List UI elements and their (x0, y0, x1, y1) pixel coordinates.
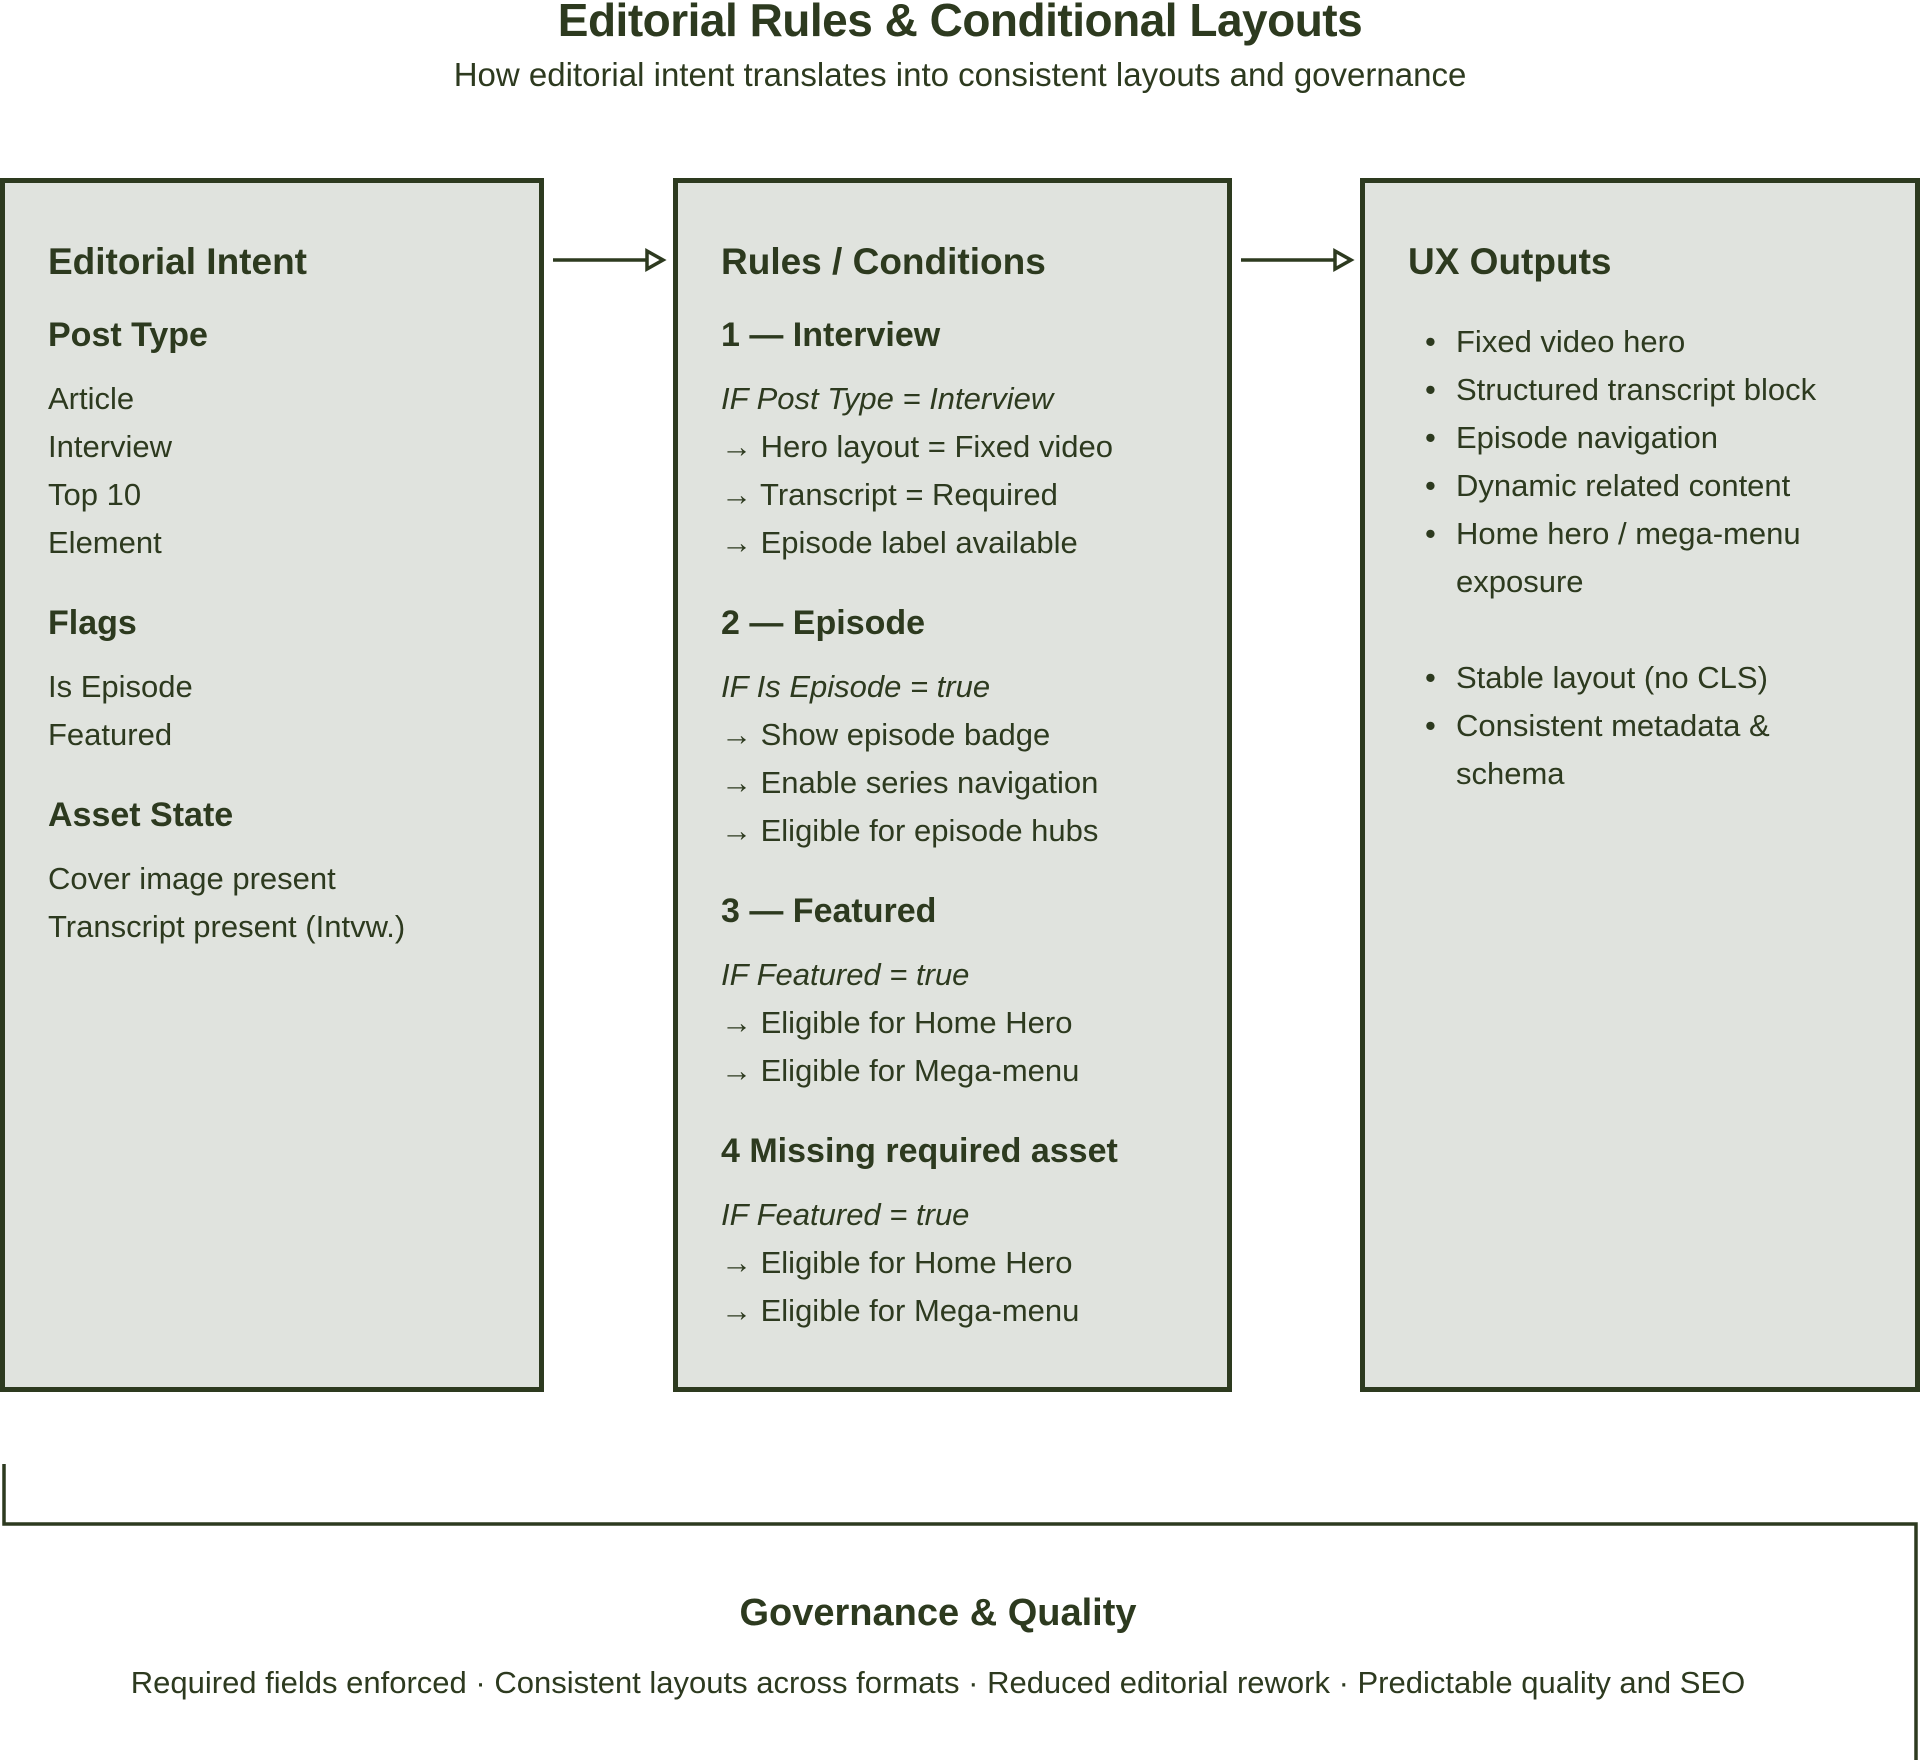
diagram-subtitle: How editorial intent translates into consistent layouts and governance (453, 56, 1467, 93)
ux-outputs-panel (1360, 178, 1920, 1392)
rule-outcome: → Eligible for Mega-menu (721, 1053, 1080, 1088)
ux-output-item: Structured transcript block (1456, 372, 1817, 407)
bullet-icon: • (1425, 324, 1436, 359)
governance-summary: Required fields enforced · Consistent layouts across formats · Reduced editorial rework · Predictable quality and SEO (130, 1665, 1746, 1700)
post-type-item: Interview (48, 429, 173, 464)
ux-output-item: Fixed video hero (1456, 324, 1686, 359)
rule-condition: IF Is Episode = true (721, 669, 991, 704)
rule-outcome: → Eligible for Mega-menu (721, 1293, 1080, 1328)
governance-heading: Governance & Quality (739, 1592, 1137, 1634)
rule-condition: IF Featured = true (721, 957, 970, 992)
editorial-intent-panel (0, 178, 544, 1392)
rule-outcome: → Show episode badge (721, 717, 1051, 752)
ux-output-item: Stable layout (no CLS) (1456, 660, 1768, 695)
bullet-icon: • (1425, 372, 1436, 407)
rule-outcome: → Episode label available (721, 525, 1078, 560)
editorial-intent-heading: Editorial Intent (48, 241, 307, 282)
rule-condition: IF Featured = true (721, 1197, 970, 1232)
post-type-item: Element (48, 525, 162, 560)
rule-outcome: → Transcript = Required (721, 477, 1058, 512)
rule-outcome: → Hero layout = Fixed video (721, 429, 1113, 464)
ux-output-item: Dynamic related content (1456, 468, 1791, 503)
ux-outputs-heading: UX Outputs (1408, 241, 1612, 282)
rules-conditions-panel (673, 178, 1232, 1392)
bullet-icon: • (1425, 708, 1436, 743)
post-type-item: Article (48, 381, 135, 416)
ux-output-item: Episode navigation (1456, 420, 1718, 455)
post-type-item: Top 10 (48, 477, 142, 512)
rule-heading: 4 Missing required asset (721, 1132, 1118, 1170)
post-type-heading: Post Type (48, 316, 208, 354)
rules-conditions-heading: Rules / Conditions (721, 241, 1046, 282)
flags-heading: Flags (48, 604, 137, 642)
asset-state-heading: Asset State (48, 796, 234, 834)
flow-arrow-icon (1239, 246, 1355, 274)
bullet-icon: • (1425, 420, 1436, 455)
rule-heading: 2 — Episode (721, 604, 926, 642)
rule-outcome: → Eligible for Home Hero (721, 1005, 1073, 1040)
rule-condition: IF Post Type = Interview (721, 381, 1054, 416)
diagram-title: Editorial Rules & Conditional Layouts (557, 0, 1363, 46)
flag-item: Featured (48, 717, 173, 752)
asset-state-item: Transcript present (Intvw.) (48, 909, 406, 944)
bullet-icon: • (1425, 660, 1436, 695)
asset-state-item: Cover image present (48, 861, 336, 896)
bullet-icon: • (1425, 468, 1436, 503)
rule-outcome: → Eligible for Home Hero (721, 1245, 1073, 1280)
ux-output-item: Home hero / mega-menu exposure (1456, 516, 1801, 599)
flag-item: Is Episode (48, 669, 193, 704)
rule-outcome: → Eligible for episode hubs (721, 813, 1099, 848)
flow-arrow-icon (551, 246, 667, 274)
rule-outcome: → Enable series navigation (721, 765, 1099, 800)
rule-heading: 1 — Interview (721, 316, 941, 354)
rule-heading: 3 — Featured (721, 892, 937, 930)
ux-output-item: Consistent metadata & schema (1456, 708, 1770, 791)
bullet-icon: • (1425, 516, 1436, 551)
